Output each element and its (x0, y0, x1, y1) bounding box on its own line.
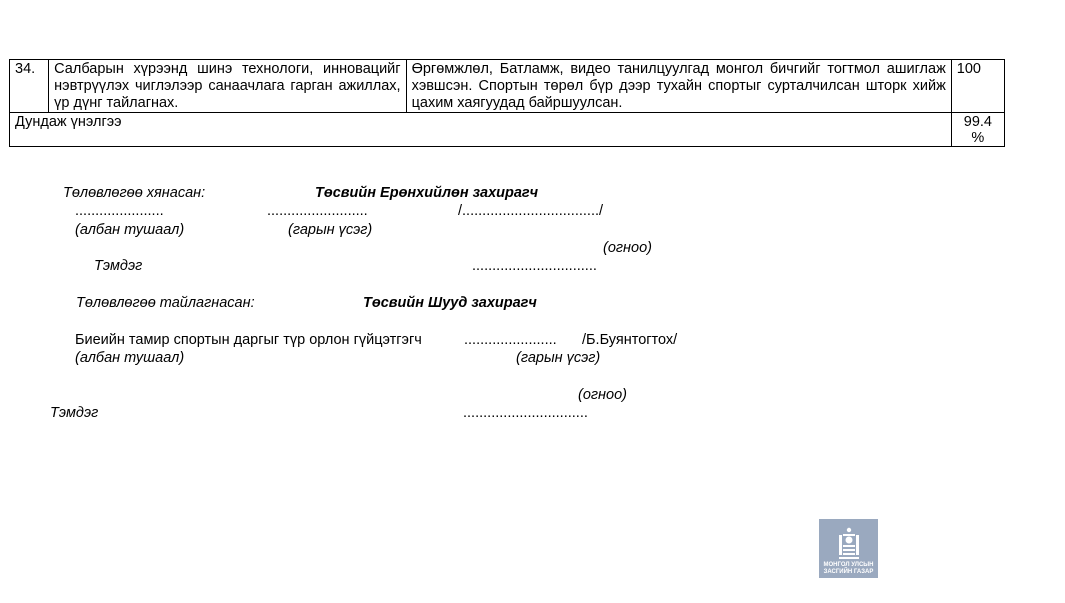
planned-signature-dots: ......................... (267, 203, 368, 219)
reported-date-dots: ............................... (463, 405, 588, 421)
row-evidence: Өргөмжлөл, Батламж, видео танилцуулгад монгол бичгийг тогтмол ашиглаж хэвшсэн. Спортын төрөл бүр дээр тухайн спортыг сурталчилсан шторк хийж цахим хаягуудад байршуулсан. (406, 60, 951, 113)
planned-label: Төлөвлөгөө хянасан: (63, 185, 206, 201)
reported-signature-dots: ....................... (464, 332, 557, 348)
average-row (10, 113, 1005, 147)
reported-title: Төсвийн Шууд захирагч (363, 295, 537, 311)
average-label: Дундаж үнэлгээ (10, 113, 952, 147)
planned-signature-caption: (гарын үсэг) (288, 222, 373, 238)
soyombo-icon (836, 527, 862, 561)
planned-date-caption: (огноо) (603, 240, 652, 256)
average-value (951, 113, 1004, 147)
reported-name: /Б.Буянтогтох/ (582, 332, 678, 348)
row-number: 34. (10, 60, 49, 113)
reported-position-caption: (албан тушаал) (75, 350, 185, 366)
reported-stamp-label: Тэмдэг (50, 405, 99, 421)
average-value-number: 99.4 (963, 114, 992, 130)
planned-date-dots: ............................... (472, 258, 597, 274)
reported-label: Төлөвлөгөө тайлагнасан: (76, 295, 255, 311)
planned-title: Төсвийн Ерөнхийлөн захирагч (315, 185, 539, 201)
average-value-unit: % (971, 130, 985, 146)
row-score: 100 (951, 60, 1004, 113)
row-description: Салбарын хүрээнд шинэ технологи, инновацийг нэвтрүүлэх чиглэлээр санаачлага гарган ажиллах, үр дүнг тайлагнах. (49, 60, 406, 113)
planned-stamp-label: Тэмдэг (94, 258, 143, 274)
reported-position-line: Биеийн тамир спортын даргыг түр орлон гүйцэтгэгч (75, 332, 422, 348)
planned-position-dots: ...................... (75, 203, 164, 219)
table-row (10, 60, 1005, 113)
planned-name-dots: /................................../ (458, 203, 604, 219)
seal-caption: МОНГОЛ УЛСЫН ЗАСГИЙН ГАЗАР (823, 562, 874, 575)
evaluation-table (9, 59, 1005, 147)
government-seal-logo (819, 519, 878, 578)
planned-position-caption: (албан тушаал) (75, 222, 185, 238)
reported-signature-caption: (гарын үсэг) (516, 350, 601, 366)
reported-date-caption: (огноо) (578, 387, 627, 403)
